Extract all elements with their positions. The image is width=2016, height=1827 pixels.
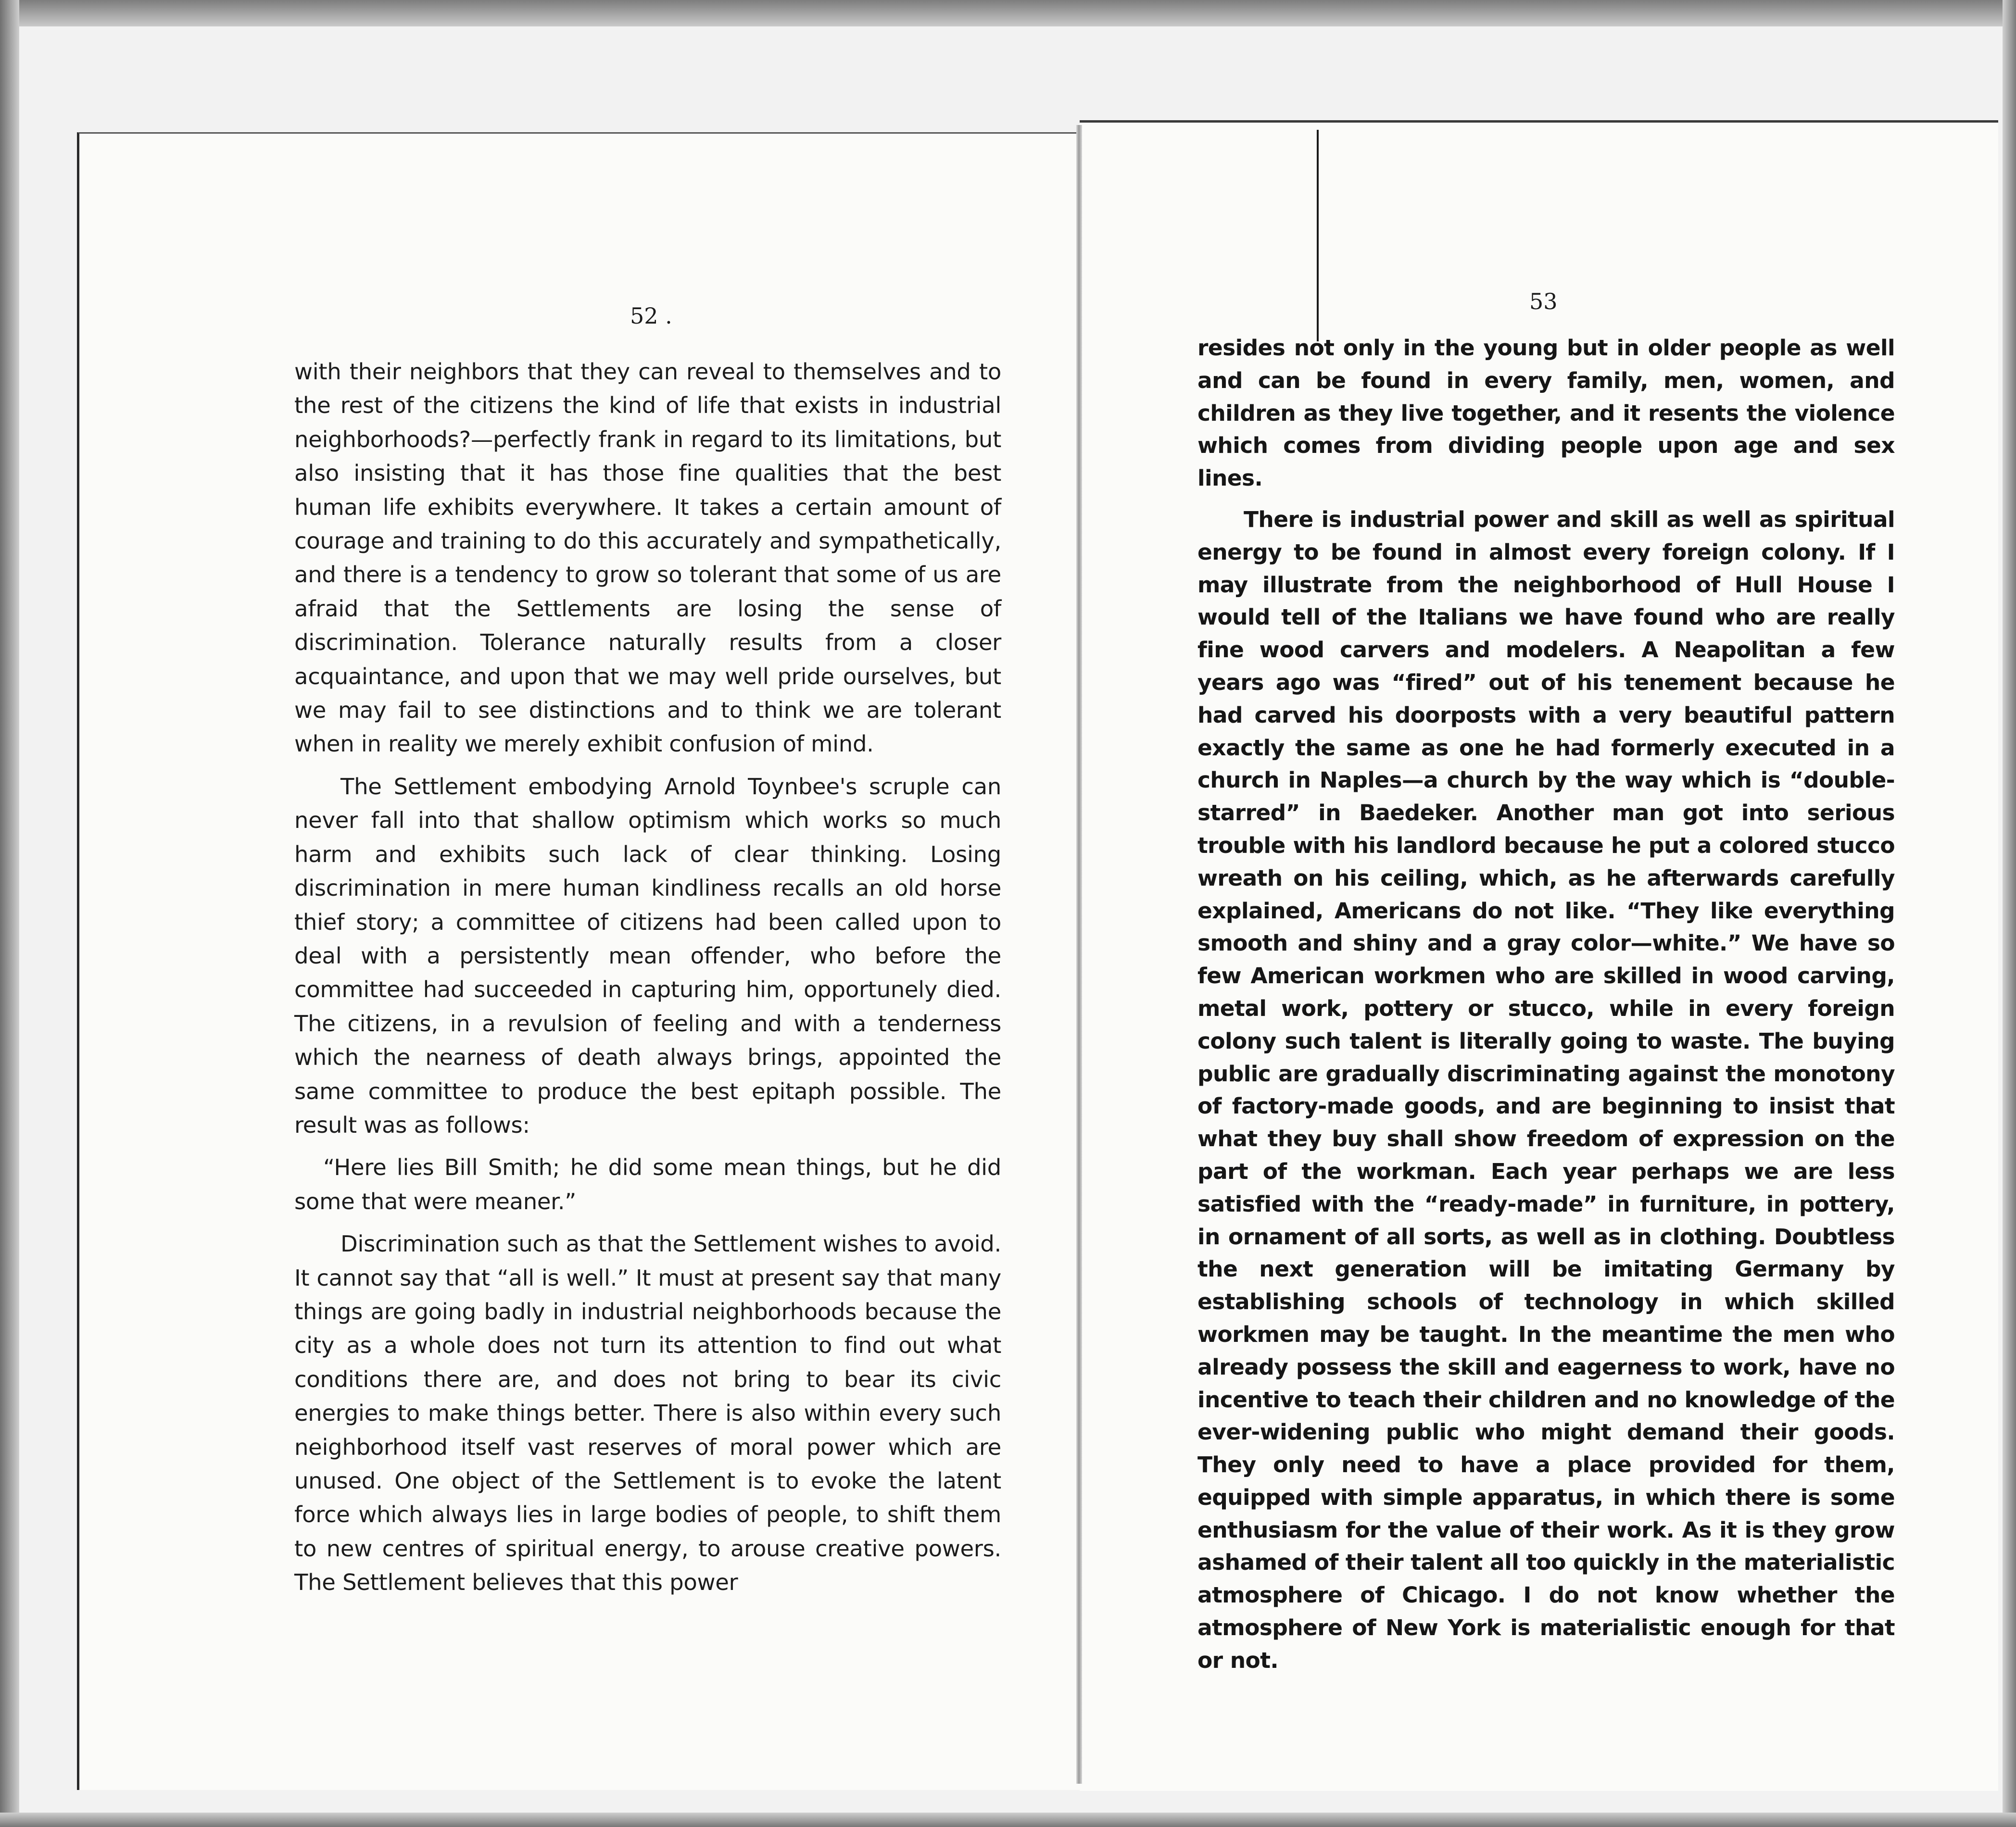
paragraph: The Settlement embodying Arnold Toynbee's scruple can never fall into that shallow optimism which works so much harm and exhibits such lack of clear thinking. Losing discrimination in mere human kindliness recalls an old horse thief story; a committee of citizens had been called upon to deal with a persistently mean offender, who before the committee had succeeded in capturing him, opportunely died. The citizens, in a revulsion of feeling and with a tenderness which the nearness of death always brings, appointed the same committee to produce the best epitaph possible. The result was as follows: bbox=[294, 773, 1001, 1138]
paragraph: with their neighbors that they can reveal to themselves and to the rest of the citizens the kind of life that exists in industrial neighborhoods?—perfectly frank in regard to its limitations, but also insisting that it has those fine qualities that the best human life exhibits everywhere. It takes a certain amount of courage and training to do this accurately and sympathetically, and there is a tendency to grow so tolerant that some of us are afraid that the Settlements are losing the sense of discrimination. Tolerance naturally results from a closer acquaintance, and upon that we may well pride ourselves, but we may fail to see distinctions and to think we are tolerant when in reality we merely exhibit confusion of mind. bbox=[294, 359, 1001, 757]
paragraph: resides not only in the young but in older people as well and can be found in every family, men, women, and children as they live together, and it resents the violence which comes from dividing people upon age and sex lines. bbox=[1197, 335, 1895, 491]
scan-border-top bbox=[0, 0, 2016, 26]
right-page-number: 53 bbox=[1529, 288, 1558, 314]
scan-border-left bbox=[0, 0, 19, 1827]
left-page-number: 52 . bbox=[630, 303, 672, 329]
paragraph: There is industrial power and skill as well as spiritual energy to be found in almost every foreign colony. If I may illustrate from the neighborhood of Hull House I would tell of the Italians we have found who are really fine wood carvers and modelers. A Neapolitan a few years ago was “fired” out of his tenement because he had carved his doorposts with a very beautiful pattern exactly the same as one he had formerly executed in a church in Naples—a church by the way which is “double-starred” in Baedeker. Another man got into serious trouble with his landlord because he put a colored stucco wreath on his ceiling, which, as he afterwards carefully explained, Americans do not like. “They like everything smooth and shiny and a gray color—white.” We have so few American workmen who are skilled in wood carving, metal work, pottery or stucco, while in every foreign colony such talent is literally going to waste. The buying public are gradually discriminating against the monotony of factory-made goods, and are beginning to insist that what they buy shall show freedom of expression on the part of the workman. Each year perhaps we are less satisfied with the “ready-made” in furniture, in pottery, in ornament of all sorts, as well as in clothing. Doubtless the next generation will be imitating Germany by establishing schools of technology in which skilled workmen may be taught. In the meantime the men who already possess the skill and eagerness to work, have no incentive to teach their children and no knowledge of the ever-widening public who might demand their goods. They only need to have a place provided for them, equipped with simple apparatus, in which there is some enthusiasm for the value of their work. As it is they grow ashamed of their talent all too quickly in the materialistic atmosphere of Chicago. I do not know whether the atmosphere of New York is materialistic enough for that or not. bbox=[1197, 506, 1895, 1673]
right-page-text bbox=[1197, 332, 1895, 1686]
book-gutter bbox=[1076, 125, 1082, 1784]
scan-border-right bbox=[2003, 0, 2016, 1827]
scan-border-bottom bbox=[0, 1813, 2016, 1827]
paragraph: Discrimination such as that the Settlement wishes to avoid. It cannot say that “all is well.” It must at present say that many things are going badly in industrial neighborhoods because the city as a whole does not turn its attention to find out what conditions there are, and does not bring to bear its civic energies to make things better. There is also within every such neighborhood itself vast reserves of moral power which are unused. One object of the Settlement is to evoke the latent force which always lies in large bodies of people, to shift them to new centres of spiritual energy, to arouse creative powers. The Settlement believes that this power bbox=[294, 1231, 1001, 1596]
left-page-text bbox=[294, 355, 1001, 1608]
epitaph-quote: “Here lies Bill Smith; he did some mean things, but he did some that were meaner.” bbox=[294, 1154, 1001, 1214]
page-crease bbox=[1317, 130, 1319, 341]
